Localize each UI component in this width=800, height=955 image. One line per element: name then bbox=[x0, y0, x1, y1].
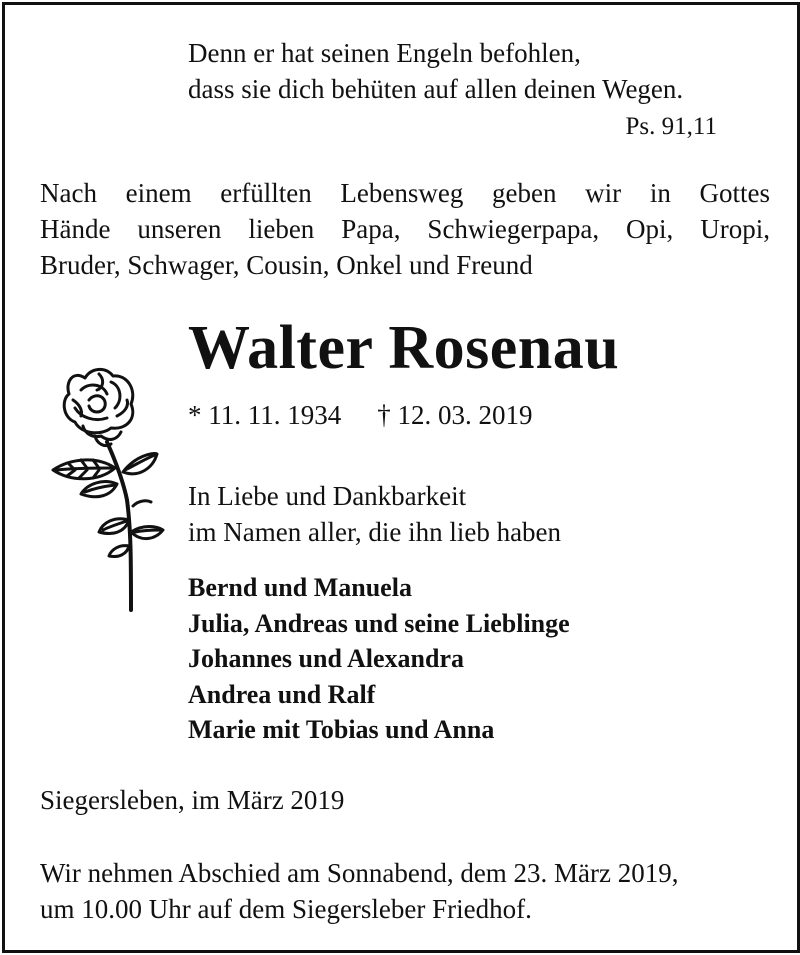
family-member: Johannes und Alexandra bbox=[188, 644, 464, 673]
family-member: Bernd und Manuela bbox=[188, 573, 412, 602]
dedication-line-1: In Liebe und Dankbarkeit bbox=[188, 481, 467, 511]
intro-line-1: Nach einem erfüllten Lebensweg geben wir in Gottes bbox=[40, 178, 770, 208]
verse-line-1: Denn er hat seinen Engeln befohlen, bbox=[188, 38, 581, 68]
farewell-line-1: Wir nehmen Abschied am Sonnabend, dem 23. März 2019, bbox=[40, 858, 679, 888]
place-and-date: Siegersleben, im März 2019 bbox=[40, 785, 345, 815]
deceased-name: Walter Rosenau bbox=[188, 314, 620, 382]
life-dates bbox=[188, 400, 533, 431]
intro-line-3: Bruder, Schwager, Cousin, Onkel und Freund bbox=[40, 250, 533, 280]
family-member: Marie mit Tobias und Anna bbox=[188, 715, 495, 744]
death-date: † 12. 03. 2019 bbox=[377, 400, 533, 430]
verse-reference: Ps. 91,11 bbox=[625, 113, 717, 140]
intro-text bbox=[40, 175, 770, 283]
rose-icon bbox=[45, 360, 180, 615]
family-list bbox=[188, 570, 570, 748]
birth-date: * 11. 11. 1934 bbox=[188, 400, 342, 430]
family-member: Andrea und Ralf bbox=[188, 679, 376, 709]
family-member: Julia, Andreas und seine Lieblinge bbox=[188, 608, 570, 638]
dedication-line-2: im Namen aller, die ihn lieb haben bbox=[188, 517, 562, 547]
verse-line-2: dass sie dich behüten auf allen deinen Wegen. bbox=[188, 74, 684, 104]
obituary-frame bbox=[2, 2, 800, 953]
intro-line-2: Hände unseren lieben Papa, Schwiegerpapa, Opi, Uropi, bbox=[40, 214, 770, 244]
farewell-line-2: um 10.00 Uhr auf dem Siegersleber Friedhof. bbox=[40, 894, 532, 924]
